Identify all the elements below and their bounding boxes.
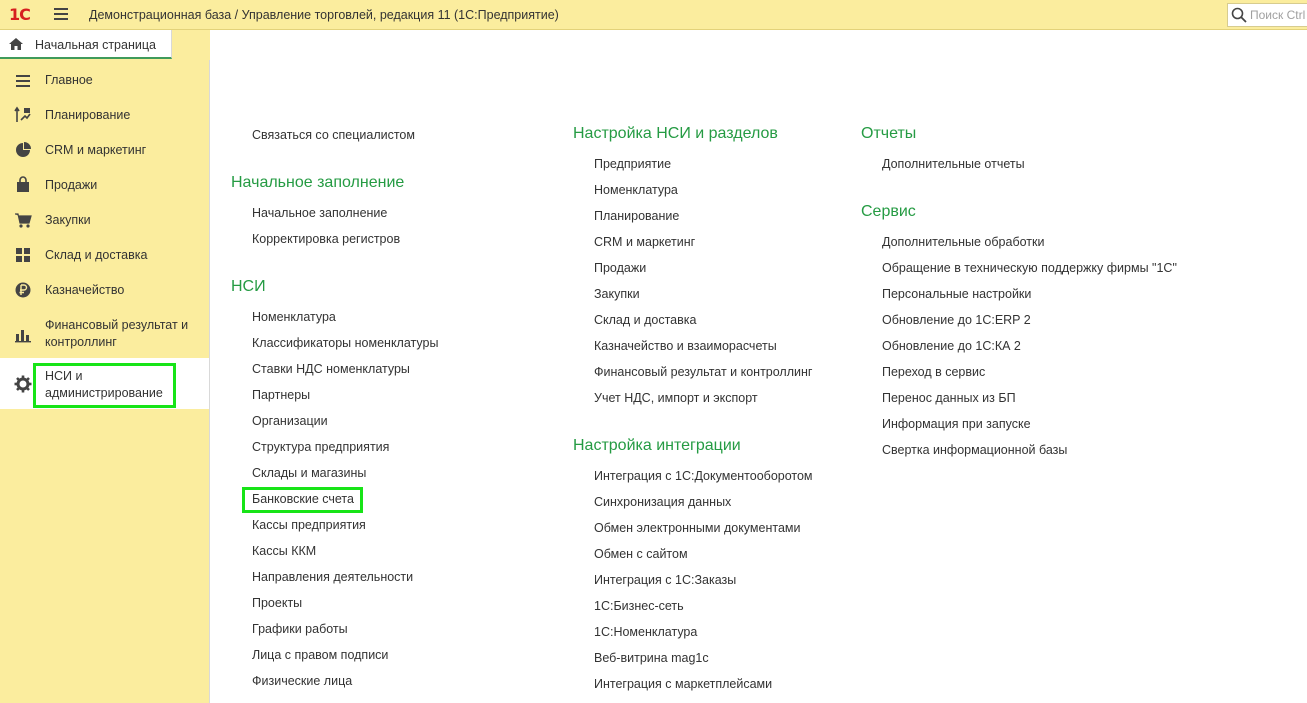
- link-item[interactable]: Кассы предприятия: [252, 518, 366, 532]
- link-item[interactable]: Номенклатура: [252, 310, 336, 324]
- group-title-integration: Настройка интеграции: [573, 437, 741, 454]
- group-title-nsi: НСИ: [231, 278, 266, 295]
- link-item[interactable]: CRM и маркетинг: [594, 235, 696, 249]
- sidebar-item-label: Продажи: [45, 178, 98, 192]
- link-item[interactable]: Персональные настройки: [882, 287, 1032, 301]
- cart-icon: [14, 211, 32, 229]
- link-item[interactable]: Финансовый результат и контроллинг: [594, 365, 813, 379]
- link-item[interactable]: Учет НДС, импорт и экспорт: [594, 391, 758, 405]
- link-item[interactable]: Обновление до 1С:КА 2: [882, 339, 1021, 353]
- link-item[interactable]: Графики работы: [252, 622, 348, 636]
- sidebar-item-label: Казначейство: [45, 283, 125, 297]
- link-item[interactable]: Интеграция с 1С:Документооборотом: [594, 469, 813, 483]
- group-title-reports: Отчеты: [861, 125, 917, 142]
- sidebar-item-planning[interactable]: [0, 105, 209, 125]
- search-icon: [1231, 7, 1247, 23]
- link-item[interactable]: Свертка информационной базы: [882, 443, 1068, 457]
- sidebar-item-label: Склад и доставка: [45, 248, 148, 262]
- sidebar-item-label: НСИ и администрирование: [45, 369, 163, 400]
- link-item[interactable]: Веб-витрина mag1c: [594, 651, 709, 665]
- link-item[interactable]: Дополнительные обработки: [882, 235, 1045, 249]
- shopping-bag-icon: [14, 176, 32, 194]
- highlight-box-bank-accounts: [242, 487, 363, 513]
- link-item[interactable]: Корректировка регистров: [252, 232, 401, 246]
- highlight-box-sidebar: [33, 363, 176, 408]
- link-item[interactable]: Ставки НДС номенклатуры: [252, 362, 410, 376]
- link-item[interactable]: Дополнительные отчеты: [882, 157, 1025, 171]
- link-item[interactable]: Лица с правом подписи: [252, 648, 389, 662]
- link-item[interactable]: Организации: [252, 414, 328, 428]
- sidebar-item-label: Главное: [45, 73, 93, 87]
- group-title-service: Сервис: [861, 203, 916, 220]
- planning-icon: [14, 106, 32, 124]
- pie-chart-icon: [14, 141, 32, 159]
- link-item[interactable]: Структура предприятия: [252, 440, 390, 454]
- link-item[interactable]: Склад и доставка: [594, 313, 697, 327]
- window-title: Демонстрационная база / Управление торговлей, редакция 11 (1С:Предприятие): [89, 8, 559, 22]
- sidebar-item-finance[interactable]: [0, 315, 209, 353]
- link-bank-accounts[interactable]: Банковские счета: [252, 492, 354, 506]
- sidebar-item-label: Закупки: [45, 213, 91, 227]
- menu-lines-icon: [14, 72, 32, 90]
- link-item[interactable]: Партнеры: [252, 388, 311, 402]
- link-item[interactable]: Обращение в техническую поддержку фирмы "1С": [882, 261, 1177, 275]
- link-item[interactable]: Обмен с сайтом: [594, 547, 688, 561]
- group-title-nsi-settings: Настройка НСИ и разделов: [573, 125, 778, 142]
- home-icon: [9, 38, 23, 50]
- sidebar-item-crm[interactable]: [0, 140, 209, 160]
- link-item[interactable]: Интеграция с 1С:Заказы: [594, 573, 737, 587]
- link-item[interactable]: 1С:Номенклатура: [594, 625, 698, 639]
- search-placeholder: Поиск Ctrl: [1250, 8, 1306, 22]
- bar-chart-icon: [14, 325, 32, 343]
- link-item[interactable]: Перенос данных из БП: [882, 391, 1016, 405]
- link-item[interactable]: Кассы ККМ: [252, 544, 317, 558]
- link-contact-specialist[interactable]: Связаться со специалистом: [252, 128, 415, 142]
- sidebar-item-purchases[interactable]: [0, 210, 209, 230]
- link-item[interactable]: Обновление до 1С:ERP 2: [882, 313, 1031, 327]
- link-item[interactable]: Начальное заполнение: [252, 206, 388, 220]
- link-item[interactable]: Планирование: [594, 209, 680, 223]
- link-item[interactable]: Синхронизация данных: [594, 495, 732, 509]
- link-item[interactable]: 1С:Бизнес-сеть: [594, 599, 684, 613]
- sidebar-item-warehouse[interactable]: [0, 245, 209, 265]
- link-item[interactable]: Склады и магазины: [252, 466, 367, 480]
- sidebar-item-sales[interactable]: [0, 175, 209, 195]
- sidebar-item-label: Финансовый результат и контроллинг: [45, 318, 189, 349]
- gear-icon: [14, 375, 32, 393]
- link-item[interactable]: Закупки: [594, 287, 640, 301]
- tab-home-page[interactable]: [0, 30, 172, 59]
- sidebar: [0, 60, 210, 703]
- app-logo: 1С: [9, 5, 30, 24]
- group-title-initial-fill: Начальное заполнение: [231, 174, 405, 191]
- ruble-coin-icon: [14, 281, 32, 299]
- tab-home-label: Начальная страница: [35, 38, 156, 52]
- link-item[interactable]: Направления деятельности: [252, 570, 414, 584]
- link-item[interactable]: Казначейство и взаиморасчеты: [594, 339, 777, 353]
- grid-icon: [14, 246, 32, 264]
- link-item[interactable]: Номенклатура: [594, 183, 678, 197]
- main-menu-icon[interactable]: [54, 8, 68, 20]
- link-item[interactable]: Физические лица: [252, 674, 353, 688]
- link-item[interactable]: Интеграция с маркетплейсами: [594, 677, 773, 691]
- search-input[interactable]: [1227, 3, 1307, 27]
- link-item[interactable]: Классификаторы номенклатуры: [252, 336, 439, 350]
- sidebar-item-label: Планирование: [45, 108, 131, 122]
- sidebar-item-label: CRM и маркетинг: [45, 143, 147, 157]
- top-bar: [0, 0, 1307, 30]
- link-item[interactable]: Продажи: [594, 261, 647, 275]
- sidebar-item-treasury[interactable]: [0, 280, 209, 300]
- link-item[interactable]: Информация при запуске: [882, 417, 1031, 431]
- link-item[interactable]: Обмен электронными документами: [594, 521, 801, 535]
- link-item[interactable]: Предприятие: [594, 157, 672, 171]
- link-item[interactable]: Переход в сервис: [882, 365, 986, 379]
- link-item[interactable]: Проекты: [252, 596, 303, 610]
